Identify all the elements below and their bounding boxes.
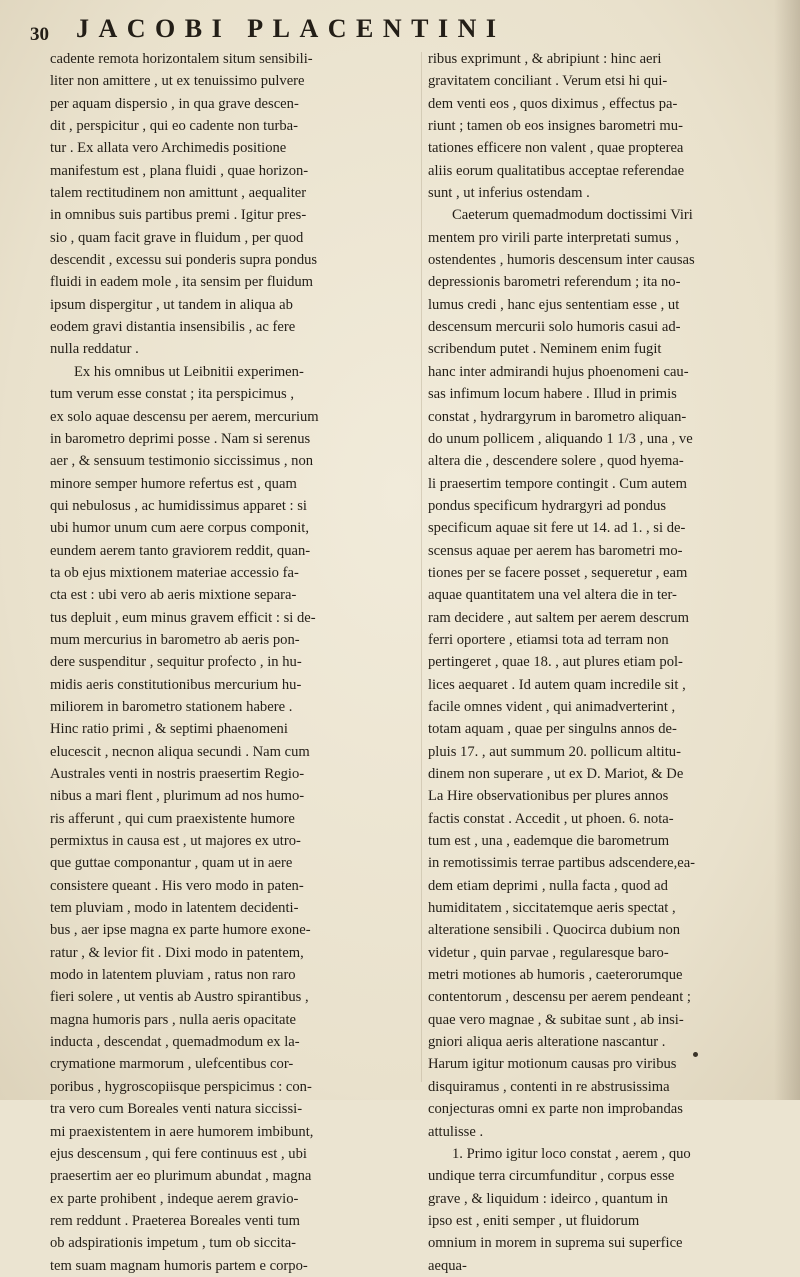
text-line: fluidi in eadem mole , ita sensim per fluidum bbox=[50, 274, 314, 291]
text-line: ferri oportere , etiamsi tota ad terram non bbox=[428, 631, 669, 648]
text-line: manifestum est , plana fluidi , quae horizon- bbox=[50, 162, 309, 179]
text-line: pondus specificum hydrargyri ad pondus bbox=[428, 497, 667, 514]
text-line: inducta , descendat , quemadmodum ex la- bbox=[50, 1034, 300, 1051]
text-line: tem pluviam , modo in latentem decidenti- bbox=[50, 900, 299, 917]
page-number: 30 bbox=[30, 24, 49, 45]
text-line: in remotissimis terrae partibus adscendere,ea- bbox=[428, 855, 696, 872]
text-line: Caeterum quemadmodum doctissimi Viri bbox=[452, 207, 693, 224]
text-line: nulla reddatur . bbox=[50, 341, 139, 358]
right-text-column bbox=[428, 48, 780, 1274]
text-line: facile omnes vident , qui animadverterint , bbox=[428, 698, 676, 715]
text-line: depressionis barometri referendum ; ita no- bbox=[428, 274, 681, 291]
text-line: scensus aquae per aerem has barometri mo- bbox=[428, 542, 683, 559]
text-line: miliorem in barometro stationem habere . bbox=[50, 698, 293, 715]
text-line: que guttae componantur , quam ut in aere bbox=[50, 855, 293, 872]
text-line: ostendentes , humoris descensum inter causas bbox=[428, 252, 695, 269]
text-line: tem suam magnam humoris partem e corpo- bbox=[50, 1257, 308, 1274]
text-line: undique terra circumfunditur , corpus esse bbox=[428, 1168, 675, 1185]
text-line: dinem non superare , ut ex D. Mariot, & De bbox=[428, 766, 684, 782]
text-line: mi praexistentem in aere humorem imbibunt, bbox=[50, 1123, 314, 1140]
text-line: specificum aquae sit fere ut 14. ad 1. , si de- bbox=[428, 520, 686, 537]
text-line: tiones per se facere posset , sequeretur , eam bbox=[428, 564, 688, 581]
text-line: ob adspirationis impetum , tum ob siccita- bbox=[50, 1235, 297, 1252]
left-text-column bbox=[50, 48, 415, 1274]
text-line: per aquam dispersio , in qua grave descen- bbox=[50, 95, 299, 112]
text-line: Ex his omnibus ut Leibnitii experimen- bbox=[74, 363, 304, 380]
text-line: fieri solere , ut ventis ab Austro spirantibus , bbox=[50, 989, 309, 1006]
text-line: ribus exprimunt , & abripiunt : hinc aeri bbox=[428, 51, 662, 67]
page-header bbox=[28, 14, 788, 50]
text-line: quae vero magnae , & subitae sunt , ab insi- bbox=[428, 1011, 684, 1028]
text-line: ipsum dispergitur , ut tandem in aliqua ab bbox=[50, 296, 293, 313]
text-line: ram decidere , aut saltem per aerem descrum bbox=[428, 609, 689, 626]
text-line: ris afferunt , qui cum praexistente humore bbox=[50, 810, 295, 827]
text-line: La Hire observationibus per plures annos bbox=[428, 788, 669, 805]
text-line: mum mercurius in barometro ab aeris pon- bbox=[50, 631, 300, 648]
text-line: metri motiones ab humoris , caeterorumque bbox=[428, 967, 683, 984]
text-line: do unum pollicem , aliquando 1 1/3 , una , ve bbox=[428, 430, 693, 447]
text-line: disquiramus , contenti in re abstrusissima bbox=[428, 1078, 670, 1095]
text-line: tum verum esse constat ; ita perspicimus , bbox=[50, 386, 294, 403]
text-line: gniori aliqua aeris alteratione nascantur . bbox=[428, 1034, 666, 1051]
ink-spot bbox=[693, 1052, 698, 1057]
text-line: ta ob ejus mixtionem materiae accessio fa- bbox=[50, 564, 299, 581]
text-line: cta est : ubi vero ab aeris mixtione separa- bbox=[50, 587, 297, 604]
text-line: tus depluit , eum minus gravem efficit : si de- bbox=[50, 609, 316, 626]
text-line: Harum igitur motionum causas pro viribus bbox=[428, 1056, 677, 1073]
text-line: dit , perspicitur , qui eo cadente non turba- bbox=[50, 118, 299, 135]
text-line: minore semper humore refertus est , quam bbox=[50, 475, 297, 492]
text-line: totam aquam , quae per singulns annos de- bbox=[428, 721, 677, 738]
text-line: hanc inter admirandi hujus phoenomeni cau- bbox=[428, 363, 689, 380]
text-line: sio , quam facit grave in fluidum , per quod bbox=[50, 229, 304, 246]
text-line: ipso est , eniti semper , ut fluidorum bbox=[428, 1212, 640, 1229]
text-line: in omnibus suis partibus premi . Igitur pres- bbox=[50, 207, 307, 224]
text-line: gravitatem conciliant . Verum etsi hi qui- bbox=[428, 73, 668, 90]
text-line: ex solo aquae descensu per aerem, mercurium bbox=[50, 408, 319, 425]
text-line: li praesertim tempore contingit . Cum autem bbox=[428, 475, 687, 492]
text-line: liter non amittere , ut ex tenuissimo pulvere bbox=[50, 73, 305, 90]
text-line: nibus a mari flent , plurimum ad nos humo- bbox=[50, 788, 305, 805]
text-line: attulisse . bbox=[428, 1123, 484, 1140]
text-line: conjecturas omni ex parte non improbandas bbox=[428, 1101, 683, 1118]
page-edge-shadow bbox=[774, 0, 800, 1100]
text-line: tur . Ex allata vero Archimedis positione bbox=[50, 140, 287, 157]
text-line: aliis eorum qualitatibus acceptae referendae bbox=[428, 162, 685, 179]
text-line: riunt ; tamen ob eos insignes barometri mu- bbox=[428, 118, 683, 135]
text-line: talem rectitudinem non amittunt , aequaliter bbox=[50, 185, 307, 202]
text-line: 1. Primo igitur loco constat , aerem , quo bbox=[452, 1145, 691, 1162]
text-line: constat , hydrargyrum in barometro aliquan- bbox=[428, 408, 687, 425]
text-line: altera die , descendere solere , quod hyema- bbox=[428, 453, 684, 470]
text-line: ratur , & levior fit . Dixi modo in patentem, bbox=[50, 944, 304, 961]
text-line: descensum mercurii solo humoris casui ad- bbox=[428, 319, 681, 336]
text-line: mentem pro virili parte interpretati sumus , bbox=[428, 229, 679, 246]
text-line: praesertim aer eo plurimum abundat , magna bbox=[50, 1168, 312, 1185]
text-line: lices aequaret . Id autem quam incredile sit , bbox=[428, 676, 686, 693]
text-line: scribendum putet . Neminem enim fugit bbox=[428, 341, 662, 358]
text-line: bus , aer ipse magna ex parte humore exone- bbox=[50, 922, 311, 939]
text-line: poribus , hygroscopiisque perspicimus : con- bbox=[50, 1078, 312, 1095]
text-line: pluis 17. , aut summum 20. pollicum altitu- bbox=[428, 743, 681, 760]
text-line: contentorum , descensu per aerem pendeant ; bbox=[428, 989, 691, 1006]
text-line: in barometro deprimi posse . Nam si serenus bbox=[50, 430, 311, 447]
text-line: rem reddunt . Praeterea Boreales venti tum bbox=[50, 1212, 301, 1229]
text-line: eundem aerem tanto graviorem reddit, quan- bbox=[50, 542, 311, 559]
text-line: aer , & sensuum testimonio siccissimus , non bbox=[50, 453, 314, 470]
text-line: tationes efficere non valent , quae propterea bbox=[428, 140, 684, 157]
running-head: JACOBI PLACENTINI bbox=[76, 14, 506, 43]
text-line: aequa- bbox=[428, 1257, 467, 1274]
text-line: omnium in morem in suprema sui superfice bbox=[428, 1235, 683, 1252]
column-gutter bbox=[421, 52, 422, 1082]
text-line: tra vero cum Boreales venti natura siccissi- bbox=[50, 1101, 303, 1118]
text-line: cadente remota horizontalem situm sensibili- bbox=[50, 51, 313, 67]
text-line: consistere queant . His vero modo in paten- bbox=[50, 877, 304, 894]
text-line: Australes venti in nostris praesertim Regio- bbox=[50, 766, 305, 782]
text-line: eodem gravi distantia insensibilis , ac fere bbox=[50, 319, 296, 336]
text-line: modo in latentem pluviam , ratus non raro bbox=[50, 967, 296, 984]
text-line: magna humoris pars , nulla aeris opacitate bbox=[50, 1011, 296, 1028]
text-line: pertingeret , quae 18. , aut plures etiam pol- bbox=[428, 654, 683, 671]
text-line: tum est , una , eademque die barometrum bbox=[428, 833, 670, 850]
text-line: videtur , quin parvae , regularesque baro- bbox=[428, 944, 669, 961]
text-line: alteratione sensibili . Quocirca dubium non bbox=[428, 922, 681, 939]
text-line: dem venti eos , quos diximus , effectus pa- bbox=[428, 95, 678, 112]
text-line: dere suspenditur , sequitur profecto , in hu- bbox=[50, 654, 302, 671]
text-line: Hinc ratio primi , & septimi phaenomeni bbox=[50, 721, 288, 738]
text-line: ejus descensum , qui fere continuus est , ubi bbox=[50, 1145, 307, 1162]
text-line: sas infimum locum habere . Illud in primis bbox=[428, 386, 677, 403]
text-line: ubi humor unum cum aere corpus componit, bbox=[50, 520, 309, 537]
text-line: grave , & liquidum : ideirco , quantum in bbox=[428, 1190, 668, 1207]
text-line: sunt , ut inferius ostendam . bbox=[428, 185, 590, 202]
text-line: elucescit , necnon aliqua secundi . Nam cum bbox=[50, 743, 310, 760]
text-line: ex parte prohibent , indeque aerem gravio- bbox=[50, 1190, 299, 1207]
text-line: lumus credi , hanc ejus sententiam esse , ut bbox=[428, 296, 680, 313]
text-line: dem etiam deprimi , nulla facta , quod ad bbox=[428, 877, 668, 894]
text-line: crymatione marmorum , ulefcentibus cor- bbox=[50, 1056, 294, 1073]
text-line: qui nebulosus , ac humidissimus apparet : si bbox=[50, 497, 307, 514]
text-line: midis aeris constitutionibus mercurium hu- bbox=[50, 676, 302, 693]
text-line: humiditatem , siccitatemque aeris spectat , bbox=[428, 900, 676, 917]
text-line: descendit , excessu sui ponderis supra pondus bbox=[50, 252, 318, 269]
text-line: permixtus in causa est , ut majores ex utro- bbox=[50, 833, 301, 850]
text-line: factis constat . Accedit , ut phoen. 6. nota- bbox=[428, 810, 674, 827]
text-line: aquae quantitatem una vel altera die in ter- bbox=[428, 587, 677, 604]
